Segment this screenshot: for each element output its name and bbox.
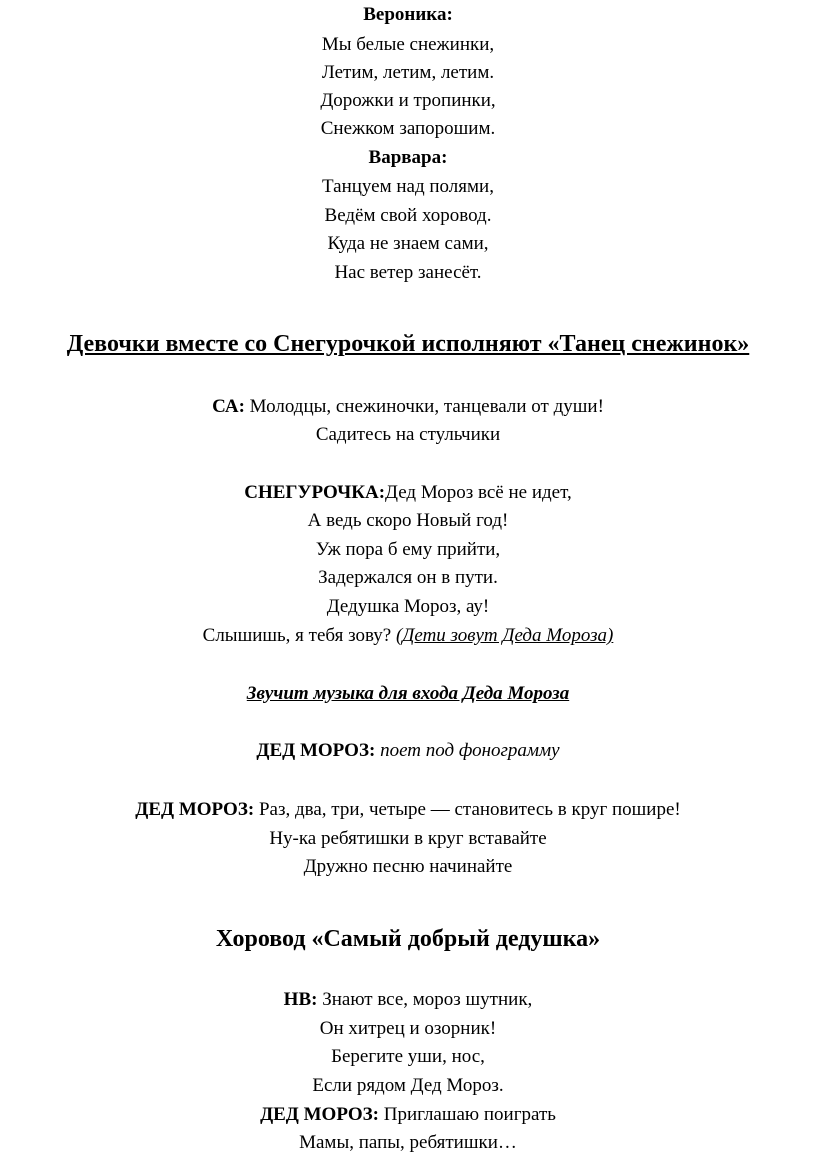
verse-line: Ну-ка ребятишки в круг вставайте: [269, 828, 547, 849]
music-direction: Звучит музыка для входа Деда Мороза: [246, 683, 570, 704]
speaker-ded-moroz: ДЕД МОРОЗ:: [260, 1104, 379, 1125]
verse-line: Ведём свой хоровод.: [324, 205, 492, 226]
verse-line: Если рядом Дед Мороз.: [312, 1075, 504, 1096]
speaker-snegurochka: СНЕГУРОЧКА:: [244, 482, 386, 503]
sa-text: Молодцы, снежиночки, танцевали от души!: [244, 396, 604, 417]
speaker-veronika: Вероника:: [363, 4, 453, 25]
snegurochka-line: [0, 480, 816, 506]
speaker-sa: СА:: [212, 396, 245, 417]
ded-moroz-text: Приглашаю поиграть: [378, 1104, 556, 1125]
verse-line: Дружно песню начинайте: [303, 856, 513, 877]
ded-moroz-line: [0, 797, 816, 823]
stage-direction: поет под фонограмму: [375, 740, 560, 761]
verse-line: Нас ветер занесёт.: [334, 262, 482, 283]
speaker-varvara: Варвара:: [368, 147, 448, 168]
stage-direction: (Дети зовут Деда Мороза): [395, 625, 614, 646]
verse-line: Мы белые снежинки,: [321, 34, 495, 55]
verse-line: Он хитрец и озорник!: [319, 1018, 497, 1039]
dance-heading: Девочки вместе со Снегурочкой исполняют «Танец снежинок»: [66, 331, 750, 357]
khorovod-heading: Хоровод «Самый добрый дедушка»: [215, 926, 601, 952]
speaker-ded-moroz: ДЕД МОРОЗ:: [135, 799, 255, 820]
verse-line: А ведь скоро Новый год!: [307, 510, 509, 531]
nv-text: Знают все, мороз шутник,: [317, 989, 533, 1010]
verse-line: Летим, летим, летим.: [321, 62, 495, 83]
verse-line: Задержался он в пути.: [318, 567, 498, 588]
snegurochka-text: Дед Мороз всё не идет,: [385, 482, 572, 503]
verse-line: Танцуем над полями,: [322, 176, 494, 197]
verse-line: Куда не знаем сами,: [327, 233, 489, 254]
verse-line: Уж пора б ему прийти,: [315, 539, 501, 560]
snegurochka-last-line: [0, 623, 816, 649]
ded-moroz-sings-line: [0, 738, 816, 764]
verse-line: Берегите уши, нос,: [331, 1046, 485, 1067]
speaker-nv: НВ:: [283, 989, 318, 1010]
verse-line: Мамы, папы, ребятишки…: [299, 1132, 517, 1153]
speaker-ded-moroz: ДЕД МОРОЗ:: [256, 740, 376, 761]
ded-moroz-game-line: [0, 1102, 816, 1128]
verse-line: Дорожки и тропинки,: [320, 90, 496, 111]
sa-line: Садитесь на стульчики: [315, 424, 501, 445]
verse-line: Снежком запорошим.: [320, 118, 496, 139]
verse-text: Слышишь, я тебя зову?: [202, 625, 396, 646]
nv-line: [0, 987, 816, 1013]
verse-line: Дедушка Мороз, ау!: [326, 596, 490, 617]
sa-line: [0, 394, 816, 420]
ded-moroz-text: Раз, два, три, четыре — становитесь в круг пошире!: [254, 799, 681, 820]
